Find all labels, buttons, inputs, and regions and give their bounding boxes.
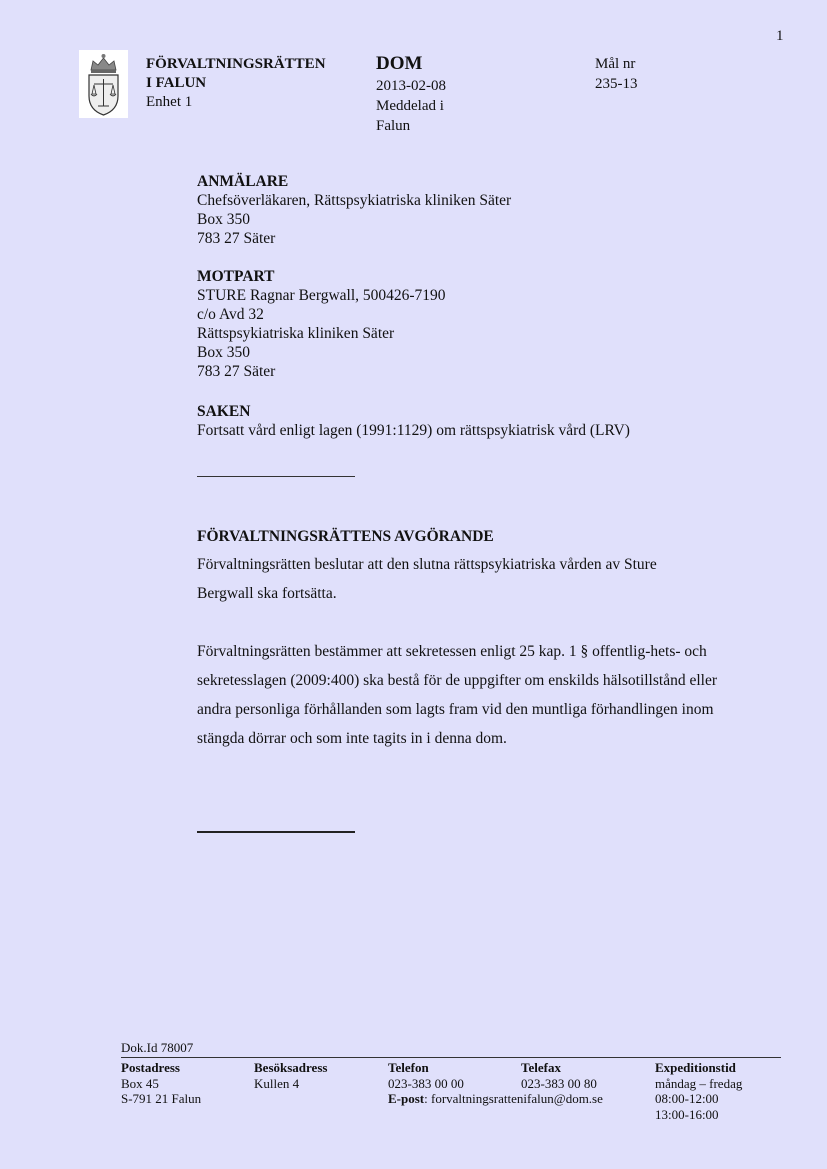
footer-postal-line: Box 45 bbox=[121, 1075, 159, 1091]
decision-section bbox=[197, 527, 717, 753]
footer-visit-heading: Besöksadress bbox=[254, 1060, 328, 1075]
complainant-line: Chefsöverläkaren, Rättspsykiatriska kliniken Säter bbox=[197, 192, 512, 209]
court-name-line2: I FALUN bbox=[146, 75, 207, 91]
complainant-line: 783 27 Säter bbox=[197, 230, 276, 247]
section-divider bbox=[197, 476, 355, 477]
counterparty-line: c/o Avd 32 bbox=[197, 306, 264, 323]
footer-postal-line: S-791 21 Falun bbox=[121, 1091, 202, 1106]
footer-postal bbox=[121, 1060, 201, 1107]
delivered-line2: Falun bbox=[376, 118, 411, 134]
court-unit: Enhet 1 bbox=[146, 94, 193, 110]
footer-divider bbox=[121, 1057, 781, 1058]
matter-heading: SAKEN bbox=[197, 403, 251, 420]
footer-visit bbox=[254, 1060, 327, 1091]
counterparty-line: Rättspsykiatriska kliniken Säter bbox=[197, 325, 395, 342]
footer-email bbox=[388, 1091, 603, 1107]
footer-hours-line: 13:00-16:00 bbox=[655, 1106, 719, 1122]
matter-text: Fortsatt vård enligt lagen (1991:1129) om rättspsykiatrisk vård (LRV) bbox=[197, 422, 630, 439]
counterparty-line: 783 27 Säter bbox=[197, 363, 276, 380]
footer-fax-heading: Telefax bbox=[521, 1060, 561, 1075]
complainant-line: Box 350 bbox=[197, 211, 250, 228]
footer-hours-line: måndag – fredag bbox=[655, 1075, 743, 1091]
document-type: DOM bbox=[376, 53, 423, 74]
document-info bbox=[376, 54, 446, 136]
footer-fax bbox=[521, 1060, 597, 1091]
page-number: 1 bbox=[776, 28, 784, 44]
counterparty-heading: MOTPART bbox=[197, 268, 275, 285]
document-date: 2013-02-08 bbox=[376, 78, 446, 94]
case-number: 235-13 bbox=[595, 76, 638, 92]
footer-email-address: : forvaltningsrattenifalun@dom.se bbox=[424, 1091, 603, 1106]
footer-phone-line: 023-383 00 00 bbox=[388, 1075, 464, 1091]
case-label: Mål nr bbox=[595, 56, 636, 72]
footer-postal-heading: Postadress bbox=[121, 1060, 180, 1075]
complainant-section bbox=[197, 172, 511, 248]
court-name bbox=[146, 55, 326, 112]
footer-phone bbox=[388, 1060, 464, 1091]
footer-email-label: E-post bbox=[388, 1091, 425, 1106]
footer-phone-heading: Telefon bbox=[388, 1060, 429, 1075]
complainant-heading: ANMÄLARE bbox=[197, 173, 289, 190]
document-id: Dok.Id 78007 bbox=[121, 1040, 194, 1055]
counterparty-section bbox=[197, 267, 446, 381]
delivered-line1: Meddelad i bbox=[376, 98, 444, 114]
decision-paragraph: Förvaltningsrätten beslutar att den slutna rättspsykiatriska vården av Sture Bergwall ska fortsätta. bbox=[197, 556, 657, 602]
decision-heading: FÖRVALTNINGSRÄTTENS AVGÖRANDE bbox=[197, 528, 494, 545]
footer-hours-line: 08:00-12:00 bbox=[655, 1091, 719, 1106]
footer-hours bbox=[655, 1060, 742, 1122]
matter-section bbox=[197, 402, 630, 440]
case-info bbox=[595, 54, 638, 94]
counterparty-line: Box 350 bbox=[197, 344, 250, 361]
footer-fax-line: 023-383 00 80 bbox=[521, 1075, 597, 1091]
court-name-line1: FÖRVALTNINGSRÄTTEN bbox=[146, 56, 326, 72]
footer-hours-heading: Expeditionstid bbox=[655, 1060, 736, 1075]
counterparty-line: STURE Ragnar Bergwall, 500426-7190 bbox=[197, 287, 446, 304]
end-divider bbox=[197, 831, 355, 833]
court-crest-logo bbox=[79, 50, 128, 118]
footer-visit-line: Kullen 4 bbox=[254, 1075, 300, 1091]
decision-paragraph: Förvaltningsrätten bestämmer att sekretessen enligt 25 kap. 1 § offentlig-hets- och sekretesslagen (2009:400) ska bestå för de uppgifter om enskilds hälsotillstånd eller andra personliga förhållanden som lagts fram vid den muntliga förhandlingen inom stängda dörrar och som inte tagits in i denna dom. bbox=[197, 643, 717, 747]
